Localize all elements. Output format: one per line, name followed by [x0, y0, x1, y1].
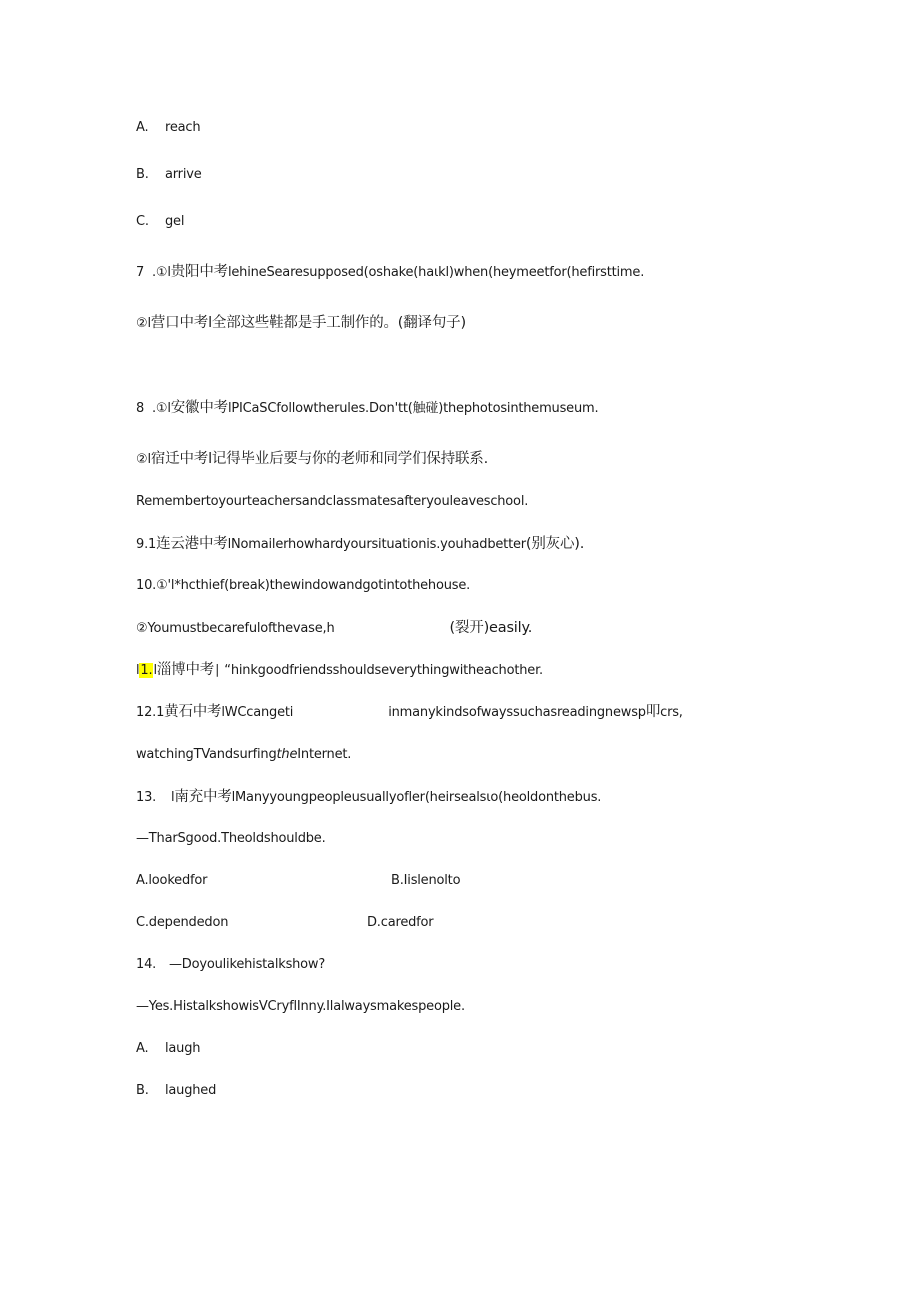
option-a [136, 119, 200, 137]
question-number: 9.1 [136, 537, 157, 552]
source-label: 宿迁中考 [150, 451, 209, 467]
option-text: A.lookedfor [136, 873, 208, 888]
question-text: lPICaSCfollowtherules.Don'tt(触碰)thephotosinthemuseum. [227, 401, 599, 416]
question-hint: (裂开)easily. [449, 620, 533, 636]
question-text: —TharSgood.Theoldshouldbe. [136, 831, 326, 846]
question-11 [136, 661, 543, 680]
question-prefix: l [136, 663, 140, 678]
question-7-part-1 [136, 263, 644, 282]
question-marker: .①l [144, 401, 171, 416]
option-text: C.dependedon [136, 915, 229, 930]
source-label: 黄石中考 [164, 704, 222, 720]
question-text: lehineSearesupposed(oshake(haιkl)when(heymeetfor(hefirsttime. [227, 265, 645, 280]
option-text: gel [165, 214, 185, 229]
question-number: 8 [136, 401, 145, 416]
question-text: crs, [660, 705, 683, 720]
question-8-part-2-english [136, 493, 528, 511]
question-number: 12.1 [136, 705, 165, 720]
question-marker: l [171, 790, 175, 805]
question-marker: ②l [136, 452, 151, 467]
question-text: lWCcangeti [221, 705, 294, 720]
question-text: ②Youmustbecarefulofthevase,h [136, 621, 335, 636]
question-12-part-2 [136, 746, 351, 764]
question-text: —Yes.HistalkshowisVCryflInny.Ilalwaysmakespeople. [136, 999, 465, 1014]
source-label: 营口中考 [150, 315, 209, 331]
question-text: watchingTVandsurfing [136, 747, 277, 762]
option-b [136, 166, 202, 184]
option-letter: A. [136, 1041, 149, 1056]
option-text: reach [165, 120, 201, 135]
question-text: l记得毕业后要与你的老师和同学们保持联系. [208, 451, 489, 467]
question-13-option-c [136, 914, 228, 932]
question-text: lNomailerhowhardyoursituationis.youhadbetter [227, 537, 526, 552]
question-13-option-b [391, 872, 460, 890]
question-text: ∣ “hinkgoodfriendsshouldseverythingwitheachother. [214, 663, 543, 678]
question-10-part-2 [136, 619, 532, 638]
source-label: 贵阳中考 [170, 264, 228, 280]
source-label: 安徽中考 [170, 400, 228, 416]
question-number: 7 [136, 265, 145, 280]
question-9 [136, 535, 584, 554]
option-text: B.Iislenolto [391, 873, 461, 888]
question-hint: (别灰心). [525, 536, 585, 552]
option-text: laughed [165, 1083, 217, 1098]
option-text: laugh [165, 1041, 201, 1056]
question-13-option-a [136, 872, 207, 890]
option-letter: C. [136, 214, 149, 229]
option-letter: B. [136, 1083, 149, 1098]
question-text: inmanykindsofwayssuchasreadingnewsp [388, 705, 646, 720]
option-c [136, 213, 184, 231]
question-text: —Doyoulikehistalkshow? [169, 957, 326, 972]
option-letter: A. [136, 120, 149, 135]
source-label: 南充中考 [174, 789, 232, 805]
source-label: 淄博中考 [156, 662, 215, 678]
option-text: D.caredfor [367, 915, 434, 930]
highlighted-number: 1. [140, 663, 153, 678]
question-number: 14. [136, 957, 157, 972]
question-text: Internet. [297, 747, 352, 762]
option-letter: B. [136, 167, 149, 182]
question-10-part-1 [136, 577, 470, 595]
question-14-reply [136, 998, 465, 1016]
question-text: 10.①'l*hcthief(break)thewindowandgotintothehouse. [136, 578, 471, 593]
question-text: lManyyoungpeopleusuallyofler(heirsealsιo(heoldonthebus. [231, 790, 602, 805]
question-13 [136, 788, 601, 807]
question-14-option-b [136, 1082, 216, 1100]
option-text: arrive [165, 167, 202, 182]
question-14-option-a [136, 1040, 200, 1058]
question-marker: l [153, 663, 157, 678]
question-8-part-2 [136, 450, 488, 469]
question-14 [136, 956, 325, 974]
question-7-part-2 [136, 314, 466, 333]
question-marker: .①l [144, 265, 171, 280]
question-text: 叩 [645, 704, 661, 720]
question-text: l全部这些鞋都是手工制作的。(翻译句子) [208, 315, 466, 331]
question-8-part-1 [136, 399, 598, 418]
source-label: 连云港中考 [156, 536, 228, 552]
question-13-reply [136, 830, 326, 848]
question-13-option-d [367, 914, 433, 932]
question-text: Remembertoyourteachersandclassmatesafteryouleaveschool. [136, 494, 529, 509]
question-marker: ②l [136, 316, 151, 331]
question-text-italic: the [276, 747, 298, 762]
question-12-part-1 [136, 703, 683, 722]
question-number: 13. [136, 790, 157, 805]
